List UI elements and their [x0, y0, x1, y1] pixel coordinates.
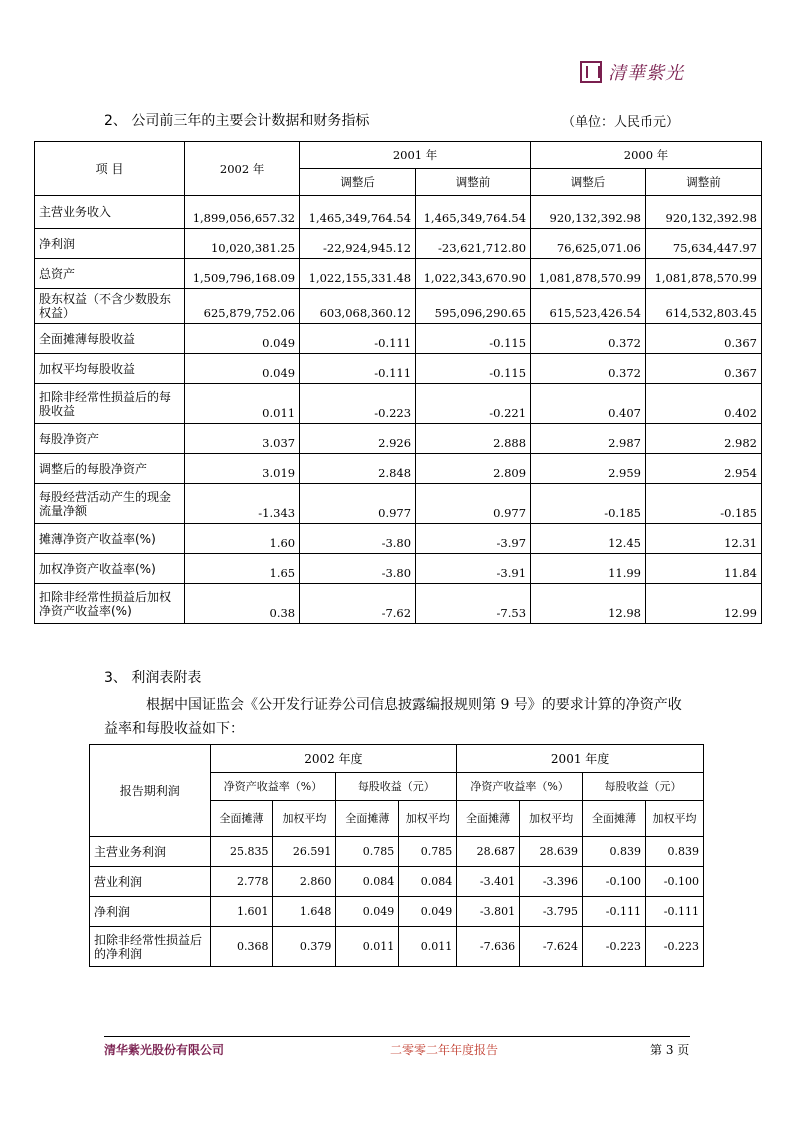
row-label: 每股净资产	[35, 424, 185, 454]
cell-value: 0.372	[531, 324, 646, 354]
table-row	[35, 554, 762, 584]
row-label: 主营业务利润	[90, 837, 211, 867]
cell-value: -23,621,712.80	[416, 229, 531, 259]
cell-value: 11.84	[646, 554, 762, 584]
cell-value: 25.835	[210, 837, 273, 867]
cell-value: -3.795	[520, 897, 583, 927]
row-label: 摊薄净资产收益率(%)	[35, 524, 185, 554]
table-row	[35, 584, 762, 624]
cell-value: 11.99	[531, 554, 646, 584]
cell-value: -3.396	[520, 867, 583, 897]
cell-value: -3.97	[416, 524, 531, 554]
section2-paragraph: 根据中国证监会《公开发行证券公司信息披露编报规则第 9 号》的要求计算的净资产收益率和每股收益如下：	[104, 697, 682, 737]
cell-value: 614,532,803.45	[646, 289, 762, 324]
cell-value: 2.848	[300, 454, 416, 484]
cell-value: 12.45	[531, 524, 646, 554]
cell-value: 2.888	[416, 424, 531, 454]
cell-value: 3.037	[185, 424, 300, 454]
cell-value: 0.379	[273, 927, 336, 967]
cell-value: 0.084	[336, 867, 399, 897]
cell-value: -3.801	[457, 897, 520, 927]
footer-report-title: 二零零二年年度报告	[390, 1043, 499, 1057]
row-label: 营业利润	[90, 867, 211, 897]
cell-value: -0.223	[300, 384, 416, 424]
cell-value: 0.785	[336, 837, 399, 867]
header-2002-roe: 净资产收益率（%）	[210, 773, 336, 801]
row-label: 净利润	[35, 229, 185, 259]
cell-value: -22,924,945.12	[300, 229, 416, 259]
cell-value: -7.624	[520, 927, 583, 967]
cell-value: 603,068,360.12	[300, 289, 416, 324]
header-2000-adjusted-after: 调整后	[531, 169, 646, 196]
cell-value: 12.31	[646, 524, 762, 554]
financial-indicators-table	[34, 141, 762, 624]
header-2002: 2002 年	[185, 142, 300, 196]
cell-value: 1,022,343,670.90	[416, 259, 531, 289]
table-row	[35, 196, 762, 229]
table-row	[35, 524, 762, 554]
cell-value: 595,096,290.65	[416, 289, 531, 324]
cell-value: 0.977	[300, 484, 416, 524]
header-full-diluted: 全面摊薄	[336, 801, 399, 837]
section1-title: 2、 公司前三年的主要会计数据和财务指标	[104, 113, 370, 129]
cell-value: 1.648	[273, 897, 336, 927]
table-row	[35, 289, 762, 324]
table-row	[35, 484, 762, 524]
cell-value: -0.185	[646, 484, 762, 524]
cell-value: 0.402	[646, 384, 762, 424]
cell-value: 0.368	[210, 927, 273, 967]
table-row	[35, 454, 762, 484]
cell-value: 1,899,056,657.32	[185, 196, 300, 229]
row-label: 扣除非经常性损益后的净利润	[90, 927, 211, 967]
cell-value: 2.860	[273, 867, 336, 897]
cell-value: 2.809	[416, 454, 531, 484]
table-row	[90, 837, 704, 867]
cell-value: -0.100	[583, 867, 646, 897]
cell-value: 75,634,447.97	[646, 229, 762, 259]
cell-value: 2.959	[531, 454, 646, 484]
cell-value: 0.049	[185, 324, 300, 354]
cell-value: -0.185	[531, 484, 646, 524]
header-2000: 2000 年	[531, 142, 762, 169]
header-2001-adjusted-before: 调整前	[416, 169, 531, 196]
row-label: 每股经营活动产生的现金流量净额	[35, 484, 185, 524]
table-row	[35, 424, 762, 454]
cell-value: 0.011	[336, 927, 399, 967]
logo-text: 清華紫光	[608, 63, 684, 84]
header-weighted-average: 加权平均	[520, 801, 583, 837]
footer-divider	[104, 1036, 690, 1037]
cell-value: 0.367	[646, 324, 762, 354]
header-2001: 2001 年	[300, 142, 531, 169]
footer-company: 清华紫光股份有限公司	[104, 1043, 225, 1057]
cell-value: 0.011	[399, 927, 457, 967]
section2-title: 3、 利润表附表	[104, 670, 202, 686]
row-label: 扣除非经常性损益后的每股收益	[35, 384, 185, 424]
tsinghua-unisplendour-logo-icon	[580, 61, 602, 83]
cell-value: 12.99	[646, 584, 762, 624]
cell-value: -1.343	[185, 484, 300, 524]
profit-supplement-table	[89, 744, 704, 967]
cell-value: 1,081,878,570.99	[531, 259, 646, 289]
header-item: 项 目	[35, 142, 185, 196]
header-weighted-average: 加权平均	[645, 801, 703, 837]
table-row	[90, 927, 704, 967]
cell-value: 0.977	[416, 484, 531, 524]
table-row	[35, 229, 762, 259]
cell-value: -0.111	[645, 897, 703, 927]
cell-value: 1,465,349,764.54	[416, 196, 531, 229]
header-2001-roe: 净资产收益率（%）	[457, 773, 583, 801]
cell-value: 0.785	[399, 837, 457, 867]
cell-value: -0.111	[300, 354, 416, 384]
cell-value: 10,020,381.25	[185, 229, 300, 259]
cell-value: 2.954	[646, 454, 762, 484]
cell-value: 1,022,155,331.48	[300, 259, 416, 289]
cell-value: 2.987	[531, 424, 646, 454]
cell-value: 0.367	[646, 354, 762, 384]
header-weighted-average: 加权平均	[273, 801, 336, 837]
table-row	[35, 259, 762, 289]
cell-value: 2.926	[300, 424, 416, 454]
section1-unit: （单位：人民币元）	[562, 115, 680, 130]
table-row	[35, 324, 762, 354]
header-report-profit: 报告期利润	[90, 745, 211, 837]
header-2001-adjusted-after: 调整后	[300, 169, 416, 196]
row-label: 全面摊薄每股收益	[35, 324, 185, 354]
cell-value: 28.687	[457, 837, 520, 867]
cell-value: -3.91	[416, 554, 531, 584]
cell-value: 0.049	[399, 897, 457, 927]
row-label: 股东权益（不含少数股东权益）	[35, 289, 185, 324]
cell-value: 0.372	[531, 354, 646, 384]
table-row	[35, 354, 762, 384]
cell-value: -7.53	[416, 584, 531, 624]
cell-value: 1,465,349,764.54	[300, 196, 416, 229]
cell-value: 0.839	[645, 837, 703, 867]
cell-value: 28.639	[520, 837, 583, 867]
cell-value: 920,132,392.98	[531, 196, 646, 229]
cell-value: 0.049	[185, 354, 300, 384]
cell-value: -0.115	[416, 324, 531, 354]
header-2001-year: 2001 年度	[457, 745, 704, 773]
cell-value: -3.80	[300, 554, 416, 584]
cell-value: 2.982	[646, 424, 762, 454]
cell-value: -7.636	[457, 927, 520, 967]
cell-value: 26.591	[273, 837, 336, 867]
cell-value: 0.407	[531, 384, 646, 424]
row-label: 加权平均每股收益	[35, 354, 185, 384]
cell-value: 615,523,426.54	[531, 289, 646, 324]
cell-value: -0.223	[645, 927, 703, 967]
cell-value: -0.111	[583, 897, 646, 927]
cell-value: 0.839	[583, 837, 646, 867]
table-row	[90, 867, 704, 897]
cell-value: -3.401	[457, 867, 520, 897]
cell-value: -0.221	[416, 384, 531, 424]
cell-value: 3.019	[185, 454, 300, 484]
cell-value: -0.100	[645, 867, 703, 897]
cell-value: 625,879,752.06	[185, 289, 300, 324]
row-label: 扣除非经常性损益后加权净资产收益率(%)	[35, 584, 185, 624]
cell-value: 12.98	[531, 584, 646, 624]
header-weighted-average: 加权平均	[399, 801, 457, 837]
cell-value: 1.65	[185, 554, 300, 584]
cell-value: 1.60	[185, 524, 300, 554]
cell-value: 76,625,071.06	[531, 229, 646, 259]
cell-value: 1,081,878,570.99	[646, 259, 762, 289]
row-label: 净利润	[90, 897, 211, 927]
company-logo	[580, 58, 700, 86]
row-label: 总资产	[35, 259, 185, 289]
cell-value: -0.115	[416, 354, 531, 384]
header-full-diluted: 全面摊薄	[583, 801, 646, 837]
cell-value: 2.778	[210, 867, 273, 897]
table-row	[35, 384, 762, 424]
header-2000-adjusted-before: 调整前	[646, 169, 762, 196]
header-full-diluted: 全面摊薄	[210, 801, 273, 837]
cell-value: -7.62	[300, 584, 416, 624]
cell-value: 0.084	[399, 867, 457, 897]
cell-value: 920,132,392.98	[646, 196, 762, 229]
cell-value: 1.601	[210, 897, 273, 927]
table-row	[90, 897, 704, 927]
cell-value: -0.111	[300, 324, 416, 354]
cell-value: 0.38	[185, 584, 300, 624]
row-label: 加权净资产收益率(%)	[35, 554, 185, 584]
cell-value: -0.223	[583, 927, 646, 967]
row-label: 调整后的每股净资产	[35, 454, 185, 484]
header-full-diluted: 全面摊薄	[457, 801, 520, 837]
header-2001-eps: 每股收益（元）	[583, 773, 704, 801]
header-2002-eps: 每股收益（元）	[336, 773, 457, 801]
cell-value: 0.049	[336, 897, 399, 927]
row-label: 主营业务收入	[35, 196, 185, 229]
cell-value: 0.011	[185, 384, 300, 424]
cell-value: -3.80	[300, 524, 416, 554]
footer-page-number: 第 3 页	[650, 1043, 690, 1057]
header-2002-year: 2002 年度	[210, 745, 457, 773]
cell-value: 1,509,796,168.09	[185, 259, 300, 289]
